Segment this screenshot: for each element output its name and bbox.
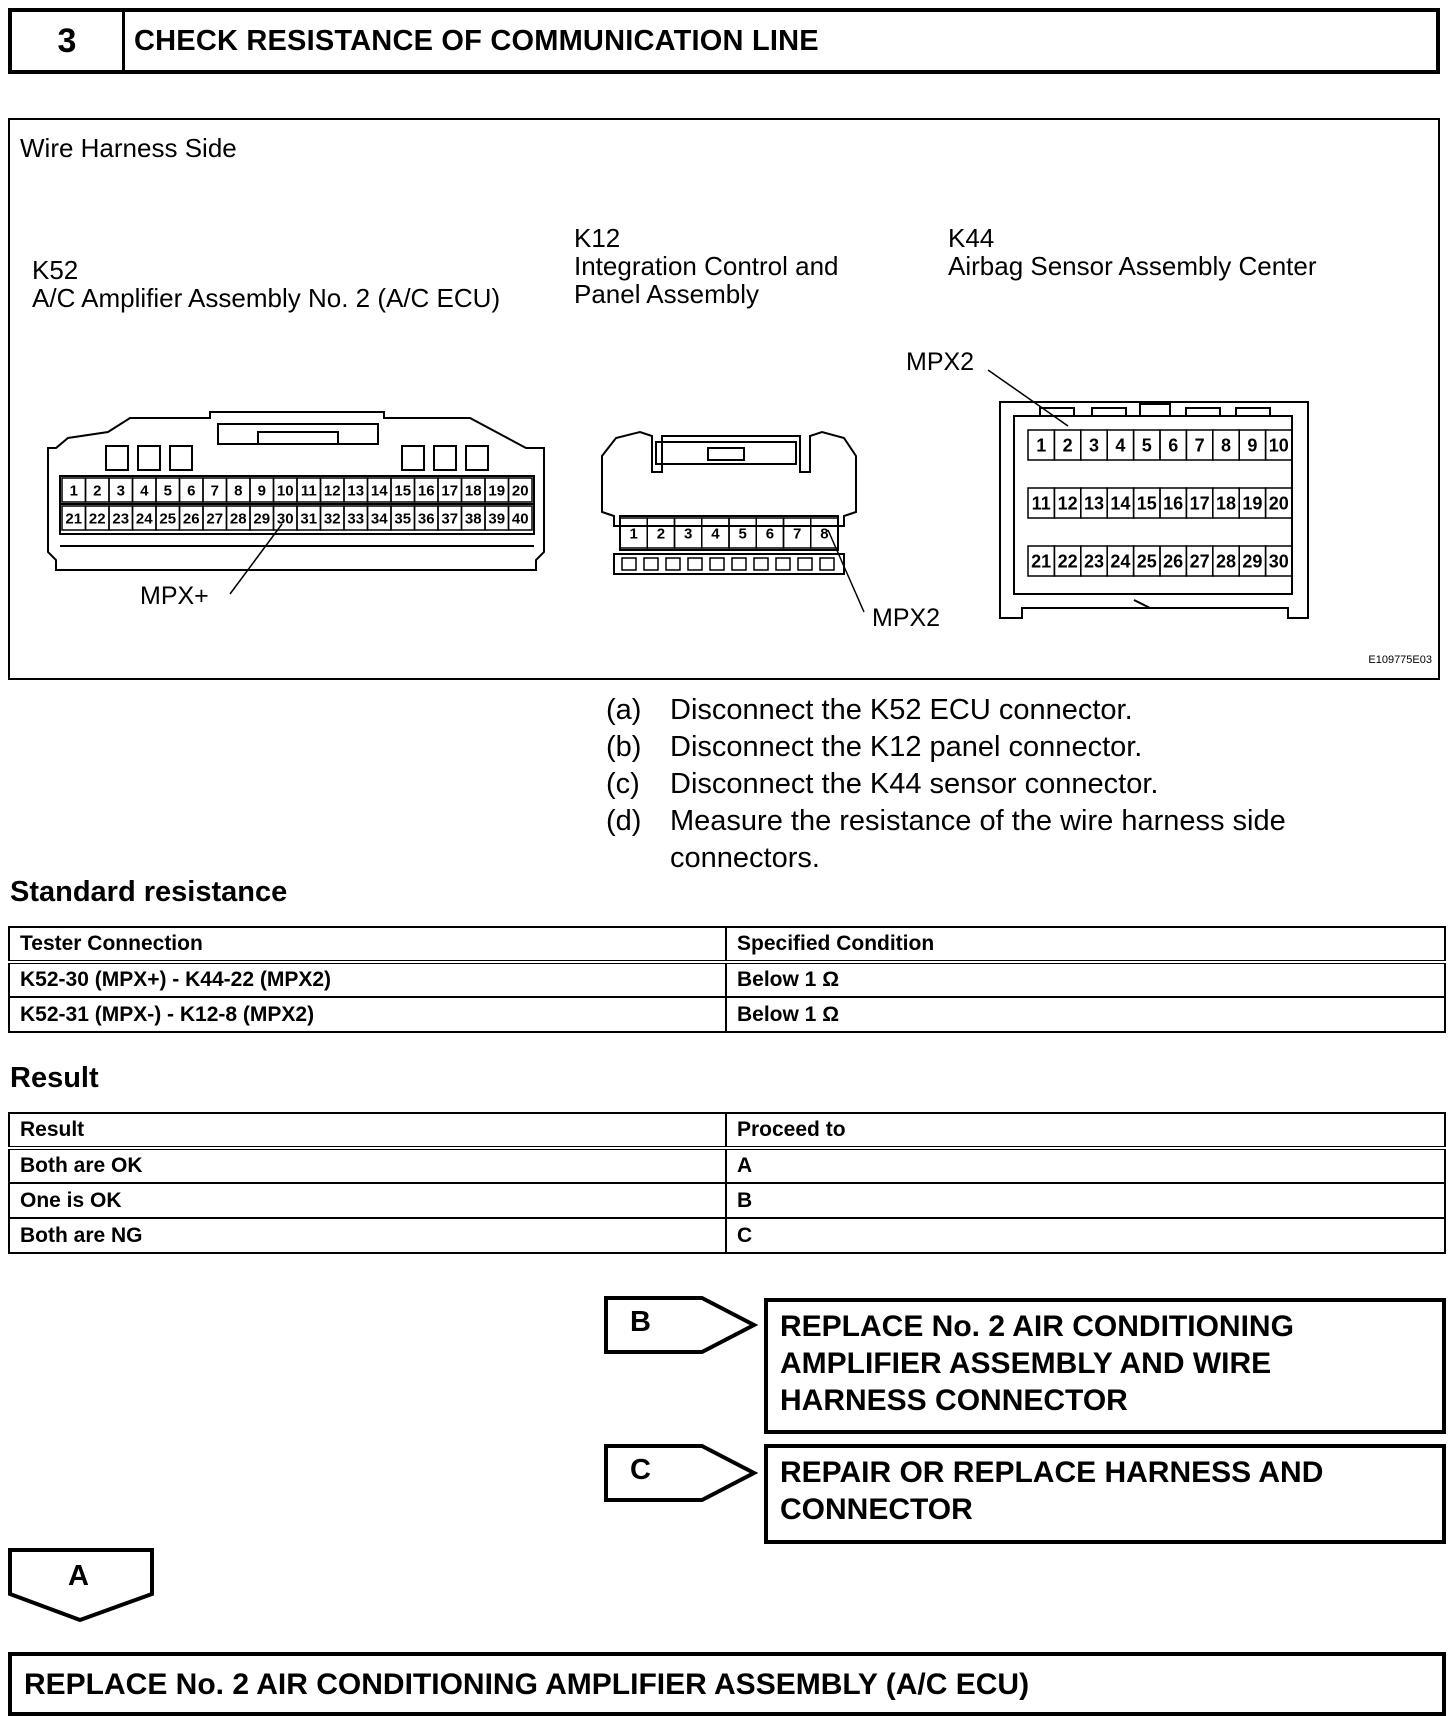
pin-number: 40 <box>511 510 529 528</box>
pin-number: 29 <box>1242 551 1263 572</box>
pointer-b-arrow <box>604 1296 764 1356</box>
pin-number: 17 <box>1189 493 1210 514</box>
table-row <box>9 1218 1445 1253</box>
pin-number: 6 <box>1168 435 1179 456</box>
table-cell: One is OK <box>9 1183 726 1218</box>
pin-number: 30 <box>1268 551 1289 572</box>
pin-number: 8 <box>1220 435 1232 456</box>
k12-connector-body <box>602 432 856 574</box>
pin-number: 7 <box>210 482 219 500</box>
pin-number: 15 <box>394 482 412 500</box>
action-box-a <box>8 1652 1446 1716</box>
pin-number: 26 <box>182 510 200 528</box>
pin-number: 38 <box>464 510 482 528</box>
pin-number: 28 <box>229 510 247 528</box>
table-cell: Below 1 Ω <box>726 997 1445 1032</box>
step-number: 3 <box>12 12 125 70</box>
table-cell: C <box>726 1218 1445 1253</box>
pin-number: 25 <box>1136 551 1157 572</box>
table-row <box>9 962 1445 997</box>
pin-number: 36 <box>417 510 435 528</box>
procedure-label: (b) <box>606 731 642 763</box>
pin-number: 9 <box>1247 435 1258 456</box>
pin-number: 23 <box>112 510 130 528</box>
pin-number: 21 <box>65 510 83 528</box>
procedure-text: Disconnect the K44 sensor connector. <box>670 768 1159 800</box>
pin-number: 37 <box>441 510 459 528</box>
pin-number: 12 <box>323 482 341 500</box>
step-title: CHECK RESISTANCE OF COMMUNICATION LINE <box>134 24 819 57</box>
latch-tab <box>798 558 812 570</box>
procedure-label: (a) <box>606 694 642 726</box>
pin-number: 28 <box>1215 551 1237 572</box>
connector-drawings <box>10 120 1438 678</box>
latch-tab <box>820 558 834 570</box>
pin-number: 14 <box>370 482 388 500</box>
latch-tab <box>622 558 636 570</box>
standard-table <box>8 926 1446 1033</box>
pin-number: 3 <box>116 482 125 500</box>
latch-tab <box>732 558 746 570</box>
action-b-line: AMPLIFIER ASSEMBLY AND WIRE <box>780 1347 1272 1380</box>
table-header-row <box>9 927 1445 962</box>
pin-number: 19 <box>1242 493 1263 514</box>
result-heading: Result <box>10 1062 99 1094</box>
pin-number: 27 <box>206 510 224 528</box>
k12-id: K12 <box>574 223 621 253</box>
action-c-line: REPAIR OR REPLACE HARNESS AND <box>780 1456 1324 1489</box>
pin-number: 9 <box>257 482 266 500</box>
pin-number: 22 <box>88 510 106 528</box>
k44-pins <box>1028 430 1292 576</box>
pin-number: 16 <box>417 482 435 500</box>
figure-caption: Wire Harness Side <box>20 133 237 163</box>
k12-callout-leader <box>828 530 864 612</box>
pin-number: 32 <box>323 510 341 528</box>
k52-id: K52 <box>32 255 79 285</box>
step-header <box>8 8 1440 74</box>
pin-number: 11 <box>1031 493 1051 514</box>
pin-number: 10 <box>276 482 294 500</box>
pin-number: 2 <box>1062 435 1073 456</box>
latch-tab <box>776 558 790 570</box>
pin-number: 25 <box>159 510 177 528</box>
pin-number: 8 <box>820 525 829 543</box>
table-cell: K52-30 (MPX+) - K44-22 (MPX2) <box>9 962 726 997</box>
pin-number: 27 <box>1189 551 1210 572</box>
table-cell: Both are OK <box>9 1148 726 1183</box>
latch-tab <box>688 558 702 570</box>
k12-name-line2: Panel Assembly <box>574 279 759 309</box>
pin-number: 13 <box>1083 493 1105 514</box>
table-header-cell: Specified Condition <box>726 927 1445 962</box>
procedure-item <box>606 766 1286 803</box>
pin-number: 26 <box>1163 551 1184 572</box>
k52-name: A/C Amplifier Assembly No. 2 (A/C ECU) <box>32 283 501 313</box>
pin-number: 3 <box>1088 435 1100 456</box>
pin-number: 13 <box>347 482 365 500</box>
procedure-text: Measure the resistance of the wire harness side <box>670 805 1286 837</box>
pin-number: 7 <box>792 525 802 543</box>
pin-number: 1 <box>629 525 638 543</box>
pin-number: 2 <box>656 525 666 543</box>
pin-number: 6 <box>765 525 775 543</box>
pin-number: 24 <box>1110 551 1131 572</box>
k44-name: Airbag Sensor Assembly Center <box>948 251 1317 281</box>
pin-number: 18 <box>464 482 482 500</box>
pin-number: 15 <box>1136 493 1157 514</box>
result-table <box>8 1112 1446 1254</box>
pin-number: 10 <box>1268 435 1289 456</box>
pin-number: 19 <box>488 482 506 500</box>
table-cell: Both are NG <box>9 1218 726 1253</box>
pin-number: 35 <box>394 510 412 528</box>
pin-number: 29 <box>253 510 271 528</box>
procedure-text: Disconnect the K52 ECU connector. <box>670 694 1133 726</box>
table-header-cell: Tester Connection <box>9 927 726 962</box>
pin-number: 17 <box>441 482 459 500</box>
pin-number: 34 <box>370 510 388 528</box>
latch-tab <box>666 558 680 570</box>
pin-number: 24 <box>135 510 153 528</box>
procedure-text: connectors. <box>670 842 820 874</box>
pin-number: 14 <box>1110 493 1131 514</box>
action-box-c <box>764 1444 1446 1544</box>
action-b-line: HARNESS CONNECTOR <box>780 1384 1128 1417</box>
pin-number: 30 <box>276 510 294 528</box>
table-cell: B <box>726 1183 1445 1218</box>
pin-number: 4 <box>140 482 149 500</box>
table-cell: K52-31 (MPX-) - K12-8 (MPX2) <box>9 997 726 1032</box>
action-b-line: REPLACE No. 2 AIR CONDITIONING <box>780 1310 1294 1343</box>
action-a-text: REPLACE No. 2 AIR CONDITIONING AMPLIFIER ASSEMBLY (A/C ECU) <box>24 1668 1030 1701</box>
latch-tab <box>754 558 768 570</box>
action-box-b <box>764 1298 1446 1434</box>
k52-pin-row-bottom <box>62 506 532 530</box>
pin-number: 5 <box>738 525 747 543</box>
procedure-list <box>606 692 1286 877</box>
pin-number: 3 <box>683 525 693 543</box>
pin-number: 1 <box>69 482 78 500</box>
action-c-line: CONNECTOR <box>780 1493 973 1526</box>
procedure-item <box>606 803 1286 840</box>
procedure-item <box>606 729 1286 766</box>
pin-number: 8 <box>234 482 243 500</box>
figure-code: E109775E03 <box>1368 654 1432 666</box>
k52-pin-row-top <box>62 478 532 502</box>
latch-tab <box>644 558 658 570</box>
pin-number: 22 <box>1057 551 1078 572</box>
pin-number: 33 <box>347 510 365 528</box>
pointer-a-label: A <box>68 1560 89 1592</box>
pin-number: 2 <box>93 482 102 500</box>
pin-number: 11 <box>300 482 317 500</box>
table-row <box>9 1148 1445 1183</box>
pin-number: 5 <box>1141 435 1152 456</box>
pin-number: 16 <box>1163 493 1184 514</box>
pin-number: 1 <box>1036 435 1047 456</box>
pin-number: 18 <box>1215 493 1237 514</box>
k52-callout-label: MPX+ <box>140 582 209 610</box>
pointer-b-label: B <box>630 1306 651 1338</box>
procedure-text: Disconnect the K12 panel connector. <box>670 731 1143 763</box>
pin-number: 7 <box>1194 435 1205 456</box>
k44-id: K44 <box>948 223 995 253</box>
pin-number: 39 <box>488 510 506 528</box>
pin-number: 23 <box>1083 551 1105 572</box>
pointer-c-label: C <box>630 1454 651 1486</box>
k12-name-line1: Integration Control and <box>574 251 839 281</box>
pin-number: 31 <box>300 510 318 528</box>
pointer-c-arrow <box>604 1444 764 1504</box>
pin-number: 20 <box>511 482 529 500</box>
procedure-label: (d) <box>606 805 642 837</box>
k44-callout-label: MPX2 <box>906 348 975 376</box>
k12-callout-label: MPX2 <box>872 604 941 632</box>
k12-latches <box>622 558 834 570</box>
procedure-item-continuation <box>606 840 1286 877</box>
pin-number: 5 <box>163 482 172 500</box>
pin-number: 20 <box>1268 493 1289 514</box>
table-row <box>9 997 1445 1032</box>
table-header-row <box>9 1113 1445 1148</box>
table-header-cell: Proceed to <box>726 1113 1445 1148</box>
pin-number: 6 <box>187 482 196 500</box>
standard-heading: Standard resistance <box>10 876 288 908</box>
procedure-label: (c) <box>606 768 640 800</box>
table-cell: Below 1 Ω <box>726 962 1445 997</box>
pin-number: 4 <box>1115 435 1126 456</box>
table-header-cell: Result <box>9 1113 726 1148</box>
table-row <box>9 1183 1445 1218</box>
connector-figure <box>8 118 1440 680</box>
pin-number: 12 <box>1057 493 1078 514</box>
table-cell: A <box>726 1148 1445 1183</box>
procedure-item <box>606 692 1286 729</box>
pin-number: 4 <box>711 525 720 543</box>
k12-pins <box>620 518 838 548</box>
pin-number: 21 <box>1031 551 1052 572</box>
latch-tab <box>710 558 724 570</box>
